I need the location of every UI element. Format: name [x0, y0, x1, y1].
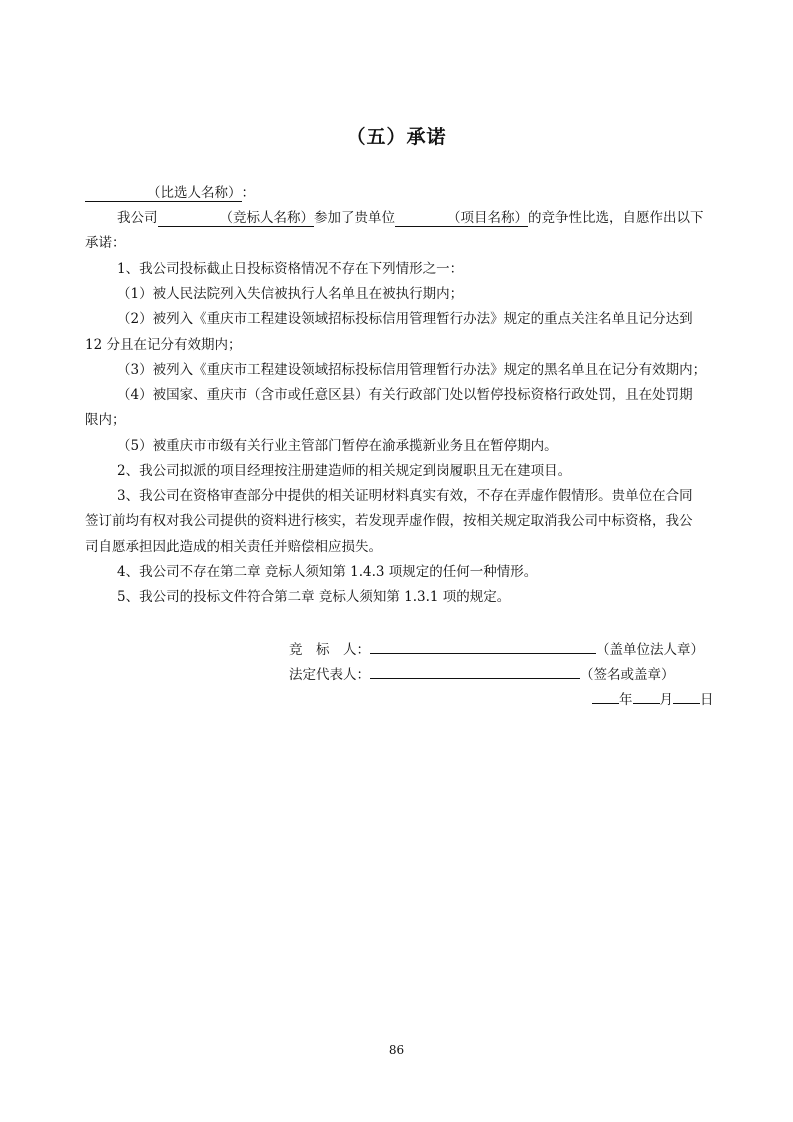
- bidder-note: （盖单位法人章）: [596, 642, 704, 658]
- item-1-2: （2）被列入《重庆市工程建设领域招标投标信用管理暂行办法》规定的重点关注名单且记分达到: [117, 311, 693, 327]
- item-3: 3、我公司在资格审查部分中提供的相关证明材料真实有效，不存在弄虚作假情形。贵单位在合同: [117, 488, 693, 504]
- intro-line: [85, 209, 753, 227]
- page-number: 86: [388, 1043, 405, 1057]
- item-1-2-cont: 12 分且在记分有效期内；: [85, 337, 242, 353]
- addressee-blank[interactable]: [85, 185, 242, 202]
- addressee-line: [85, 184, 721, 202]
- year-label: 年: [619, 692, 633, 708]
- day-label: 日: [700, 692, 714, 708]
- intro-cont: 承诺：: [85, 235, 126, 251]
- item-5: 5、我公司的投标文件符合第二章 竞标人须知第 1.3.1 项的规定。: [117, 589, 511, 605]
- page-title: （五）承诺: [346, 126, 447, 148]
- rep-signature-row: [289, 664, 675, 684]
- project-name-blank[interactable]: [395, 210, 528, 227]
- item-4: 4、我公司不存在第二章 竞标人须知第 1.4.3 项规定的任何一种情形。: [117, 564, 538, 580]
- item-3-cont-2: 司自愿承担因此造成的相关责任并赔偿相应损失。: [85, 539, 382, 555]
- year-field[interactable]: [592, 689, 619, 704]
- bidder-signature-field[interactable]: [370, 639, 596, 654]
- bidder-label: 竞 标 人：: [289, 642, 370, 658]
- bidder-signature-row: [289, 639, 704, 659]
- project-name-placeholder: （项目名称）: [447, 210, 528, 226]
- addressee-placeholder: （比选人名称）: [147, 185, 242, 201]
- addressee-suffix: ：: [241, 185, 255, 201]
- item-1-4: （4）被国家、重庆市（含市或任意区县）有关行政部门处以暂停投标资格行政处罚，且在处罚期: [117, 387, 693, 403]
- month-label: 月: [659, 692, 673, 708]
- intro-mid: 参加了贵单位: [314, 210, 395, 226]
- item-1: 1、我公司投标截止日投标资格情况不存在下列情形之一：: [117, 261, 464, 277]
- item-1-5: （5）被重庆市市级有关行业主管部门暂停在渝承揽新业务且在暂停期内。: [117, 438, 558, 454]
- rep-signature-field[interactable]: [370, 664, 580, 679]
- intro-end: 的竞争性比选，自愿作出以下: [528, 210, 704, 226]
- item-1-4-cont: 限内；: [85, 412, 126, 428]
- day-field[interactable]: [673, 689, 700, 704]
- rep-note: （签名或盖章）: [580, 667, 675, 683]
- bidder-name-placeholder: （竞标人名称）: [219, 210, 314, 226]
- bidder-name-blank[interactable]: [158, 210, 315, 227]
- item-1-1: （1）被人民法院列入失信被执行人名单且在被执行期内；: [117, 286, 464, 302]
- intro-prefix: 我公司: [117, 210, 158, 226]
- date-row: [592, 689, 714, 709]
- item-3-cont-1: 签订前均有权对我公司提供的资料进行核实，若发现弄虚作假，按相关规定取消我公司中标资格，我公: [85, 513, 693, 529]
- item-2: 2、我公司拟派的项目经理按注册建造师的相关规定到岗履职且无在建项目。: [117, 463, 572, 479]
- rep-label: 法定代表人：: [289, 667, 370, 683]
- item-1-3: （3）被列入《重庆市工程建设领域招标投标信用管理暂行办法》规定的黑名单且在记分有效期内；: [117, 362, 707, 378]
- month-field[interactable]: [633, 689, 660, 704]
